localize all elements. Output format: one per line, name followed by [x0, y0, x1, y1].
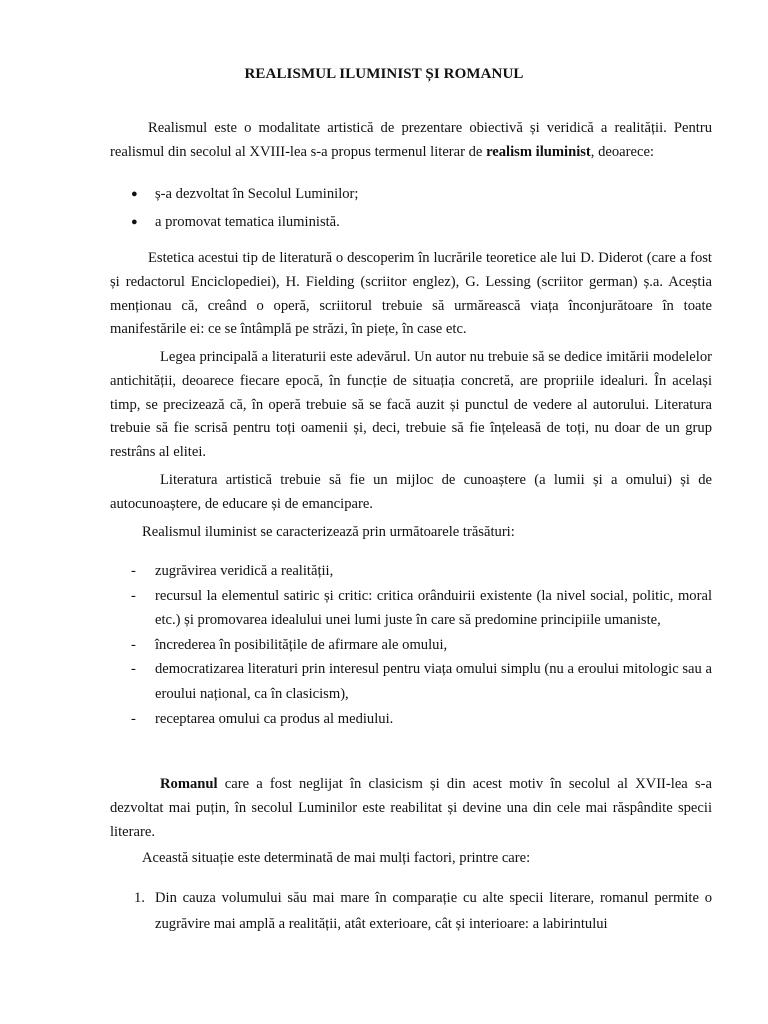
dash-marker: - [131, 710, 136, 727]
dash-marker: - [131, 563, 136, 579]
list-item-text: zugrăvirea veridică a realității, [155, 563, 334, 579]
list-item [110, 559, 712, 584]
intro-text: Realismul este o modalitate artistică de prezentare obiectivă și veridică a realității. Pentru realismul din secolul al XVIII-lea s-a propus termenul literar de [110, 120, 712, 160]
bullet-icon: ● [131, 216, 138, 228]
list-item [110, 208, 712, 236]
dash-marker: - [131, 587, 136, 604]
list-item-text: recursul la elementul satiric și critic: critica orânduirii existente (la nivel social, politic, moral etc.) și promovarea idealului unei lumi juste în care să predomine principiile umaniste, [155, 587, 712, 629]
bullet-list [110, 180, 712, 236]
novel-bold-term: Romanul [160, 776, 218, 792]
dash-marker: - [131, 661, 136, 678]
paragraph-aesthetics: Estetica acestui tip de literatură o descoperim în lucrările teoretice ale lui D. Diderot (care a fost și redactorul Enciclopediei), H. Fielding (scriitor englez), G. Lessing (scriitor german) ș.a. Aceștia menționau că, creând o operă, scriitorul trebuie să urmărească viața înconjurătoare în toate manifestările ei: ce se întâmplă pe străzi, în piețe, în case etc. [110, 250, 712, 338]
list-item [110, 707, 712, 732]
intro-text-end: , deoarece: [590, 143, 654, 160]
list-item [110, 657, 712, 706]
list-item-text: democratizarea literaturi prin interesul pentru viața omului simplu (nu a eroului mitologic sau a eroului național, ca în clasicism), [155, 661, 712, 702]
paragraph-factors-intro: Această situație este determinată de mai mulți factori, printre care: [142, 850, 531, 866]
paragraph-intro [110, 117, 712, 165]
intro-bold-term: realism iluminist [486, 143, 591, 160]
list-item-text: încrederea în posibilitățile de afirmare ale omului, [155, 636, 448, 653]
paragraph-novel [110, 773, 712, 844]
list-item [110, 885, 712, 937]
list-item-text: ș-a dezvoltat în Secolul Luminilor; [155, 186, 359, 202]
list-item [110, 584, 712, 633]
paragraph-law: Legea principală a literaturii este adevărul. Un autor nu trebuie să se dedice imitării modelelor antichității, deoarece fiecare epocă, în funcție de situația concretă, are propriile idealuri. În același timp, se precizează că, în operă trebuie să se facă auzit și punctul de vedere al autorului. Literatura trebuie să fie scrisă pentru toți oamenii și, deci, trebuie să fie înțeleasă de toți, nu doar de un grup restrâns al elitei. [110, 349, 712, 461]
traits-list [110, 559, 712, 731]
dash-marker: - [131, 636, 136, 653]
list-item-text: receptarea omului ca produs al mediului. [155, 710, 394, 727]
novel-text: care a fost neglijat în clasicism și din acest motiv în secolul al XVII-lea s-a dezvoltat mai puțin, în secolul Luminilor este reabilitat și devine una din cele mai răspândite specii literare. [110, 776, 712, 840]
paragraph-literature: Literatura artistică trebuie să fie un mijloc de cunoaștere (a lumii și a omului) și de autocunoaștere, de educare și de emancipare. [110, 472, 712, 512]
paragraph-traits-intro: Realismul iluminist se caracterizează prin următoarele trăsături: [142, 524, 515, 540]
bullet-icon: ● [131, 188, 138, 200]
list-item-text: a promovat tematica iluministă. [155, 214, 340, 230]
list-item-text: Din cauza volumului său mai mare în comparație cu alte specii literare, romanul permite o zugrăvire mai amplă a realității, atât exterioare, cât și interioare: a labirintului [155, 890, 712, 932]
page-title: REALISMUL ILUMINIST ȘI ROMANUL [244, 66, 524, 82]
list-item [110, 633, 712, 658]
list-item [110, 180, 712, 208]
list-number: 1. [134, 890, 145, 906]
factors-list [110, 885, 712, 937]
